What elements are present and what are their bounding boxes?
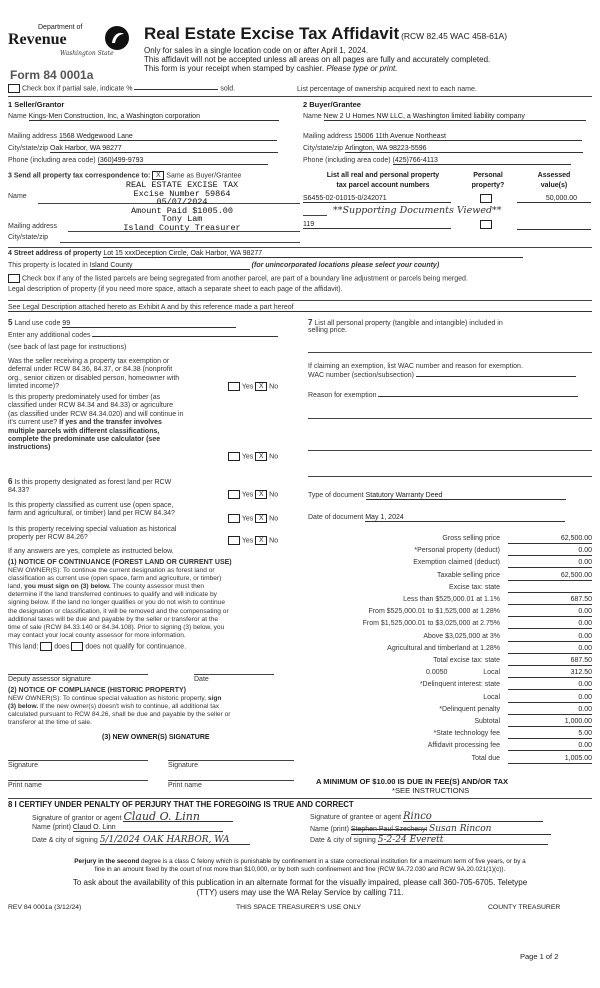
property-address-field[interactable]: Lot 15 xxxDeception Circle, Oak Harbor, WA 98277	[103, 250, 523, 258]
stamp-line5: Tony Lam	[161, 214, 203, 225]
q6a-yes-checkbox[interactable]	[228, 490, 240, 499]
q5b-line4: it's current use?	[8, 419, 58, 427]
this-land-label: This land:	[8, 643, 39, 651]
does-not-checkbox[interactable]	[71, 642, 83, 651]
tax-row-value[interactable]: 687.50	[508, 596, 592, 605]
notice2-l1b: sign	[207, 695, 222, 703]
tax-row	[308, 705, 592, 717]
seller-phone-label: Phone (including area code)	[8, 157, 96, 164]
does-not-label: does not qualify for continuance.	[85, 643, 187, 651]
perjury-bold: Perjury in the second	[74, 858, 140, 865]
buyer-name-field[interactable]: New 2 U Homes NW LLC, a Washington limited liability company	[324, 113, 586, 121]
section8-heading: 8 I CERTIFY UNDER PENALTY OF PERJURY THAT THE FOREGOING IS TRUE AND CORRECT	[8, 800, 354, 809]
header-line1: Only for sales in a single location code on or after April 1, 2024.	[144, 46, 369, 55]
notice1-l1: NEW OWNER(S): To continue the current designation as forest land or	[8, 567, 215, 575]
q5b-line1: Is this property predominately used for timber (as	[8, 394, 161, 401]
grantee-name-handwritten: Susan Rincon	[429, 824, 492, 834]
notice1-l5: signing below. If the land no longer qualifies or you do not wish to continue	[8, 599, 226, 607]
partial-sale-checkbox[interactable]	[8, 84, 20, 93]
parcel-row1-personal-checkbox[interactable]	[480, 194, 492, 203]
s7-text2: selling price.	[308, 327, 347, 334]
q5b-no-label: No	[269, 453, 279, 461]
s3-name-label: Name	[8, 193, 27, 200]
tax-row	[308, 729, 592, 741]
tax-row-label: Taxable selling price	[436, 571, 500, 579]
buyer-addr-label: Mailing address	[303, 133, 353, 140]
accessibility-notice	[8, 878, 592, 898]
minimum-due-note: A MINIMUM OF $10.00 IS DUE IN FEE(S) AND/OR TAX	[316, 777, 509, 786]
forest-land-section	[8, 478, 300, 792]
q6a-no-label: No	[269, 491, 279, 499]
tax-row	[308, 534, 592, 546]
q5a-line1: Was the seller receiving a property tax exemption or	[8, 358, 170, 365]
tax-row-label: *Delinquent interest: state	[419, 681, 500, 689]
notice3-title: (3) NEW OWNER(S) SIGNATURE	[102, 734, 210, 741]
tax-row	[308, 546, 592, 558]
if-yes-note: If any answers are yes, complete as instructed below.	[8, 548, 174, 555]
parcel-row1-value[interactable]: 50,000.00	[517, 195, 591, 203]
county-treasurer-label: COUNTY TREASURER	[488, 904, 561, 911]
certification-section	[8, 800, 592, 856]
same-as-buyer-label: Same as Buyer/Grantee	[166, 172, 242, 180]
q5b-yes-label: Yes	[241, 453, 254, 461]
tax-row	[308, 583, 592, 595]
unincorporated-note: (for unincorporated locations please select your county)	[251, 262, 440, 269]
tax-row-label: Excise tax: state	[449, 583, 500, 591]
tax-row-value[interactable]: 687.50	[508, 657, 592, 666]
additional-codes-field[interactable]	[92, 336, 278, 337]
tax-row	[308, 717, 592, 729]
grantor-date-field[interactable]: 5/1/2024 OAK HARBOR, WA	[100, 836, 250, 845]
q6b-no-checkbox[interactable]: X	[255, 514, 267, 523]
tax-row	[308, 741, 592, 753]
q5b-bold1: If yes and the transfer involves	[59, 419, 162, 427]
parcels-col3-h2: value(s)	[540, 182, 568, 189]
rcw-ref: (RCW 82.45 WAC 458-61A)	[401, 31, 508, 41]
notice2-l3: calculated pursuant to RCW 84.26, shall be due and payable by the seller or	[8, 711, 231, 719]
tax-row-label: *State technology fee	[433, 730, 500, 738]
seller-name-field[interactable]: Kings-Men Construction, Inc, a Washington corporation	[29, 113, 279, 121]
doc-date-label: Date of document	[308, 514, 364, 521]
buyer-city-field[interactable]: Arlington, WA 98223-5596	[345, 145, 583, 153]
notice1-title: (1) NOTICE OF CONTINUANCE (FOREST LAND OR CURRENT USE)	[8, 559, 232, 566]
owner-sig-label-2: Signature	[168, 762, 198, 769]
ownership-note: List percentage of ownership acquired next to each name.	[297, 86, 477, 93]
q6a-line1: Is this property designated as forest land per RCW	[14, 479, 172, 486]
notice2-title: (2) NOTICE OF COMPLIANCE (HISTORIC PROPERTY)	[8, 687, 186, 694]
q6c-line1: Is this property receiving special valuation as historical	[8, 526, 177, 533]
revision-label: REV 84 0001a (3/12/24)	[8, 904, 82, 911]
tax-row-value[interactable]: 0.00	[508, 559, 592, 568]
sold-text: sold.	[220, 85, 236, 93]
q6b-yes-label: Yes	[241, 515, 254, 523]
property-section	[8, 250, 592, 316]
q5a-yes-checkbox[interactable]	[228, 382, 240, 391]
q5a-no-checkbox[interactable]: X	[255, 382, 267, 391]
tax-row	[308, 680, 592, 692]
tax-row-value[interactable]: 62,500.00	[508, 535, 592, 544]
tax-correspondence-section	[8, 171, 298, 247]
seller-city-label: City/state/zip	[8, 145, 49, 152]
stamp-line4: Amount Paid $1005.00	[130, 205, 234, 216]
parcels-table	[303, 171, 591, 247]
county-select[interactable]: Island County	[90, 262, 250, 270]
parcels-col2-h2: property?	[471, 182, 505, 189]
seller-addr-label: Mailing address	[8, 133, 58, 140]
form-title-block	[144, 24, 594, 73]
tax-row-value[interactable]: 0.00	[508, 742, 592, 751]
q6c-no-checkbox[interactable]: X	[255, 536, 267, 545]
tax-row-value[interactable]: 0.00	[508, 608, 592, 617]
q5a-line2: deferral under RCW 84.36, 84.37, or 84.38 (nonprofit	[8, 366, 173, 374]
section5-heading: 5	[8, 318, 13, 327]
ask-line2: (TTY) users may use the WA Relay Service by calling 711.	[196, 888, 404, 897]
stamp-line2: Excise Number 59864	[133, 188, 231, 199]
tax-row	[308, 632, 592, 644]
tax-row-value[interactable]	[508, 584, 592, 593]
q6b-line2: farm and agricultural, or timber) land per RCW 84.34?	[8, 510, 175, 518]
perjury-notice	[8, 858, 592, 874]
tax-row-value[interactable]: 1,000.00	[508, 718, 592, 727]
section3-heading: 3 Send all property tax correspondence to:	[8, 172, 151, 180]
perjury-line2: fine in an amount fixed by the court of not more than $10,000, or by both such confinement and fine (RCW 9A.72.030 and RCW 9A.20.021(1)(c)).	[94, 866, 506, 873]
q5a-line3: org., senior citizen or disabled person, homeowner with	[8, 374, 180, 382]
q5a-line4: limited income)?	[8, 383, 59, 391]
notice2-l2a: (3) below.	[8, 703, 39, 711]
section4-heading: 4 Street address of property	[8, 250, 102, 257]
q6a-no-checkbox[interactable]: X	[255, 490, 267, 499]
doc-type-field[interactable]: Statutory Warranty Deed	[366, 492, 566, 500]
partial-sale-row	[8, 84, 235, 93]
q5b-bold4: instructions)	[8, 444, 51, 452]
form-title: Real Estate Excise Tax Affidavit	[144, 24, 400, 43]
parcel-row2-value[interactable]	[517, 221, 591, 230]
header-line2: This affidavit will not be accepted unless all areas on all pages are fully and accurately completed.	[144, 55, 491, 64]
tax-calculation-table	[308, 534, 592, 784]
tax-row-label: *Delinquent penalty	[439, 705, 500, 713]
tax-row-label: Local	[483, 669, 500, 677]
buyer-phone-field[interactable]: (425)766-4113	[393, 157, 571, 165]
grantor-name-field[interactable]: Claud O. Linn	[73, 824, 223, 832]
ask-line1: To ask about the availability of this publication in an alternate format for the visually impaired, please call 360-705-6705. Teletype	[72, 878, 528, 887]
q5a-no-label: No	[269, 383, 279, 391]
land-use-code-field[interactable]: 99	[62, 320, 236, 328]
treasurer-stamp	[94, 181, 270, 233]
does-label: does	[54, 643, 70, 651]
q6a-line2: 84.33?	[8, 487, 30, 495]
state-text: Washington State	[60, 50, 114, 57]
q6a-yes-label: Yes	[241, 491, 254, 499]
grantee-date-field[interactable]: 5-2-24 Everett	[378, 836, 548, 845]
grantor-name-label: Name (print)	[32, 824, 71, 831]
q6c-no-label: No	[269, 537, 279, 545]
seller-phone-field[interactable]: (360)499-9793	[98, 157, 268, 165]
notice1-l4: determine if the land transferred continues to qualify and will indicate by	[8, 591, 217, 599]
tax-row-value[interactable]: 0.00	[508, 547, 592, 556]
q5b-line2: classified under RCW 84.34 and 84.33) or agriculture	[8, 402, 173, 410]
tax-row-value[interactable]: 62,500.00	[508, 572, 592, 581]
grantor-signature-field[interactable]: Claud O. Linn	[123, 812, 233, 822]
doc-type-label: Type of document	[308, 492, 364, 499]
parcels-col1-h2: tax parcel account numbers	[336, 182, 430, 189]
tax-row-label: *Personal property (deduct)	[414, 547, 500, 555]
seller-address-field[interactable]: 1568 Wedgewood Lane	[59, 133, 277, 141]
parcels-col1-h1: List all real and personal property	[326, 172, 440, 179]
tax-row-value[interactable]: 0.00	[508, 694, 592, 703]
tax-row-label: Exemption claimed (deduct)	[413, 559, 500, 567]
parcels-col3-h1: Assessed	[537, 172, 571, 179]
tax-row-value[interactable]: 0.00	[508, 706, 592, 715]
dor-logo	[8, 24, 132, 68]
q5b-bold3: complete the predominate use calculator (see	[8, 436, 161, 444]
notice1-l3c: The county assessor must then	[112, 583, 205, 591]
tax-row-label: From $1,525,000.01 to $3,025,000 at 2.75%	[362, 620, 500, 628]
s7-text1: List all personal property (tangible and intangible) included in	[314, 320, 503, 327]
tax-row-label: Above $3,025,000 at 3%	[423, 632, 500, 640]
parcel-row1-number[interactable]: S6455-02-01015-0/242071	[303, 195, 451, 203]
grantee-name-struck: Stephen Paul Szechenyi	[350, 826, 428, 833]
notice2-l4: transferor at the time of sale.	[8, 719, 92, 727]
tax-row	[308, 571, 592, 583]
located-label: This property is located in	[8, 262, 88, 269]
q5b-bold2: multiple parcels with different classifications,	[8, 427, 160, 435]
see-instructions-note: *SEE INSTRUCTIONS	[392, 786, 470, 795]
tax-row-value[interactable]: 0.00	[508, 620, 592, 629]
tax-row	[308, 558, 592, 570]
tax-row-value[interactable]: 0.00	[508, 633, 592, 642]
tax-row-value[interactable]: 312.50	[508, 669, 592, 678]
notice1-l3b: you must sign on (3) below.	[24, 583, 111, 591]
tax-row-value[interactable]: 0.00	[508, 681, 592, 690]
notice1-l2: classification as current use (open space, farm and agriculture, or timber)	[8, 575, 222, 583]
tax-row	[308, 607, 592, 619]
buyer-phone-label: Phone (including area code)	[303, 157, 391, 164]
supporting-docs-stamp: **Supporting Documents Viewed**	[333, 205, 502, 216]
legal-description-field[interactable]: See Legal Description attached hereto as Exhibit A and by this reference made a part hereof	[8, 304, 592, 312]
buyer-city-label: City/state/zip	[303, 145, 344, 152]
segregated-label: Check box if any of the listed parcels are being segregated from another parcel, are part of a boundary line adjustment or parcels being merged.	[21, 275, 468, 283]
deputy-date-label: Date	[194, 676, 209, 683]
q5b-line3: (as classified under RCW 84.34.020) and will continue in	[8, 410, 184, 418]
tax-row-value[interactable]: 1,005.00	[508, 755, 592, 764]
form-number: Form 84 0001a	[10, 68, 94, 82]
page-number: Page 1 of 2	[520, 952, 559, 961]
notice2-l2b: If the new owner(s) doesn't wish to continue, all additional tax	[40, 703, 220, 711]
wac-number-label: WAC number (section/subsection)	[308, 372, 414, 379]
reason-label: Reason for exemption	[308, 392, 377, 399]
tax-row	[308, 595, 592, 607]
tax-row	[308, 668, 592, 680]
q6b-no-label: No	[269, 515, 279, 523]
parcels-col2-h1: Personal	[473, 172, 503, 179]
notice1-l3a: land,	[8, 583, 23, 591]
owner-sig-label-1: Signature	[8, 762, 38, 769]
seller-heading: 1 Seller/Grantor	[8, 100, 65, 109]
deputy-sig-label: Deputy assessor signature	[8, 676, 91, 683]
grantee-name-label: Name (print)	[310, 826, 349, 833]
tax-row-label: Agricultural and timberland at 1.28%	[387, 644, 500, 652]
tax-row-label: Gross selling price	[442, 535, 500, 542]
tax-row-label: Local	[483, 693, 500, 701]
buyer-heading: 2 Buyer/Grantee	[303, 100, 361, 109]
partial-percent-field[interactable]	[134, 89, 218, 90]
tax-row	[308, 644, 592, 656]
partial-sale-label: Check box if partial sale, indicate %	[21, 85, 133, 93]
notice2-l1a: NEW OWNER(S): To continue special valuation as historic property,	[8, 695, 207, 703]
owner-print-label-2: Print name	[168, 782, 202, 789]
tax-row	[308, 693, 592, 705]
segregated-checkbox[interactable]	[8, 274, 20, 283]
s3-addr-label: Mailing address	[8, 223, 58, 230]
seller-city-field[interactable]: Oak Harbor, WA 98277	[50, 145, 278, 153]
grantee-sig-label: Signature of grantee or agent	[310, 814, 402, 821]
seller-name-label: Name	[8, 113, 27, 120]
q6b-line1: Is this property classified as current use (open space,	[8, 502, 174, 509]
buyer-name-label: Name	[303, 113, 322, 120]
grantee-name-field[interactable]	[351, 824, 551, 835]
tax-row-label: Total due	[471, 754, 500, 762]
tax-row	[308, 656, 592, 668]
section6-heading: 6	[8, 477, 13, 486]
revenue-logo-icon	[104, 25, 130, 51]
owner-print-label-1: Print name	[8, 782, 42, 789]
tax-row-value[interactable]: 0.00	[508, 645, 592, 654]
header-line3: This form is your receipt when stamped by cashier.	[144, 64, 325, 73]
additional-codes-label: Enter any additional codes	[8, 332, 91, 339]
same-as-buyer-checkbox[interactable]: X	[152, 171, 164, 180]
tax-row-label: Total excise tax: state	[433, 657, 500, 664]
stamp-line1: REAL ESTATE EXCISE TAX	[125, 180, 239, 190]
grantee-signature-field[interactable]: Rinco	[403, 812, 543, 822]
q6c-yes-label: Yes	[241, 537, 254, 545]
land-use-label: Land use code	[14, 320, 61, 327]
tax-row-label: Subtotal	[474, 718, 500, 725]
doc-date-field[interactable]: May 1, 2024	[365, 514, 565, 522]
buyer-section	[303, 100, 591, 172]
grantor-sig-label: Signature of grantor or agent	[32, 815, 122, 822]
s3-city-label: City/state/zip	[8, 234, 49, 241]
tax-row-value[interactable]: 5.00	[508, 730, 592, 739]
stamp-line3: 05/07/2024	[156, 197, 208, 208]
legal-desc-label: Legal description of property (if you need more space, attach a separate sheet to each page of the affidavit).	[8, 286, 343, 293]
tax-row	[308, 754, 592, 766]
personal-property-section	[308, 318, 592, 528]
notice1-l9: may contact your local county assessor for more information.	[8, 631, 186, 639]
tax-row-label: From $525,000.01 to $1,525,000 at 1.28%	[368, 608, 500, 616]
stamp-line6: Island County Treasurer	[123, 222, 241, 233]
wac-number-field[interactable]	[416, 376, 576, 377]
claiming-exemption-text: If claiming an exemption, list WAC number and reason for exemption.	[308, 363, 523, 370]
parcel-row2-personal-checkbox[interactable]	[480, 220, 492, 229]
tax-row-label: Affidavit processing fee	[427, 742, 500, 750]
tax-row	[308, 619, 592, 631]
grantee-date-label: Date & city of signing	[310, 837, 376, 844]
does-checkbox[interactable]	[40, 642, 52, 651]
reason-field[interactable]	[378, 396, 578, 397]
notice1-l7: additional taxes will be due and payable by the seller or transferor at the	[8, 615, 219, 623]
revenue-wordmark: Revenue	[8, 31, 67, 48]
q6c-line2: property per RCW 84.26?	[8, 534, 88, 542]
grantor-date-label: Date & city of signing	[32, 837, 98, 844]
treasurer-space-label: THIS SPACE TREASURER'S USE ONLY	[236, 904, 362, 911]
q6c-yes-checkbox[interactable]	[228, 536, 240, 545]
buyer-address-field[interactable]: 15006 11th Avenue Northeast	[354, 133, 582, 141]
q6b-yes-checkbox[interactable]	[228, 514, 240, 523]
q5a-yes-label: Yes	[241, 383, 254, 391]
see-list-label: (see back of last page for instructions)	[8, 344, 127, 351]
tax-row-label: Less than $525,000.01 at 1.1%	[403, 596, 500, 603]
type-or-print: Please type or print.	[326, 64, 398, 73]
seller-section	[8, 100, 294, 172]
parcel-row2-number[interactable]: 119	[303, 221, 451, 229]
notice1-l8: time of sale (RCW 84.33.140 or 84.34.108). Prior to signing (3) below, you	[8, 623, 225, 631]
land-use-section	[8, 318, 298, 476]
perjury-line1: degree is a class C felony which is punishable by confinement in a state correctional institution for a maximum term of five years, or by a	[141, 858, 526, 865]
q5b-yes-checkbox[interactable]	[228, 452, 240, 461]
dept-of-text: Department of	[38, 24, 83, 31]
q5b-no-checkbox[interactable]: X	[255, 452, 267, 461]
section7-heading: 7	[308, 318, 313, 327]
local-rate: 0.0050	[426, 669, 448, 677]
notice1-l6: the designation or classification, it will be removed and the compensating or	[8, 607, 229, 615]
